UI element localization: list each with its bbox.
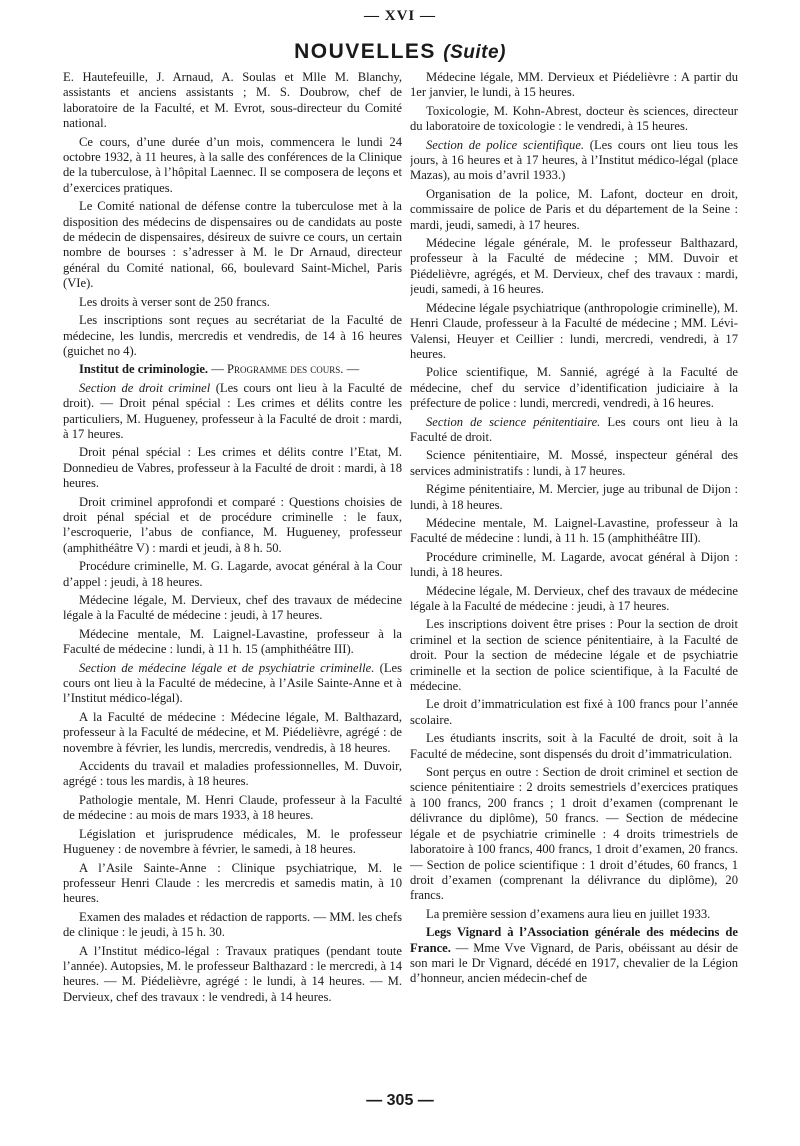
- paragraph: [63, 759, 402, 790]
- paragraph-text: Les cours ont lieu à la Faculté de droit.: [410, 414, 738, 444]
- paragraph: [410, 415, 738, 446]
- paragraph: [63, 70, 402, 132]
- paragraph-text: Médecine légale, M. Dervieux, chef des travaux de médecine légale à la Faculté de médecine : jeudi, à 17 heures.: [410, 583, 738, 613]
- paragraph: [410, 365, 738, 411]
- paragraph: [410, 550, 738, 581]
- paragraph: [63, 910, 402, 941]
- paragraph-text: Médecine légale générale, M. le professeur Balthazard, professeur à la Faculté de médecine ; MM. Duvoir et Piédelièvre, agrégés, et M. Dervieux, chef des travaux : mardi, jeudi, samedi, à 16 heures.: [410, 236, 738, 297]
- paragraph: [410, 925, 738, 987]
- paragraph: [63, 793, 402, 824]
- paragraph-text: Sont perçus en outre : Section de droit criminel et section de science pénitentiaire : 2 droits semestriels d’exercices pratiques à 100 francs, 200 francs ; 1 droit d’examen (comprenant le délivrance du diplôme), 50 francs. — Section de médecine légale et de psychiatrie criminelle : 4 droits trimestriels de laboratoire à 100 francs, 400 francs, 1 droit d’examen, 20 francs. — Section de police scientifique : 1 droit d’études, 60 francs, 1 droit d’examen (comprenant la délivrance du diplôme), 20 francs.: [410, 765, 738, 903]
- paragraph-text: (Les cours ont lieu à la Faculté de droit). — Droit pénal spécial : Les crimes et délits contre les particuliers, M. Hugueney, professeur à la Faculté de droit : mardi, à 17 heures.: [63, 380, 402, 441]
- paragraph-text: Les inscriptions sont reçues au secrétariat de la Faculté de médecine, les lundis, mercredis et vendredis, de 14 à 16 heures (guichet no 4).: [63, 313, 402, 358]
- section-title: Section de science pénitentiaire.: [426, 414, 601, 429]
- paragraph: [410, 70, 738, 101]
- paragraph: [63, 445, 402, 491]
- paragraph-text: Médecine mentale, M. Laignel-Lavastine, professeur à la Faculté de médecine : lundi, à 11 h. 15 (amphithéâtre III).: [63, 626, 402, 657]
- paragraph: [63, 295, 402, 310]
- paragraph: [410, 236, 738, 298]
- paragraph-text: Droit criminel approfondi et comparé : Questions choisies de droit pénal spécial et de procédure criminelle : le faux, l’escroquerie, l’abus de confiance, M. Hugueney, professeur (amphithéâtre V) : mardi et jeudi, à 8 h. 50.: [63, 494, 402, 555]
- paragraph-text: Médecine légale, M. Dervieux, chef des travaux de médecine légale à la Faculté de médecine : jeudi, à 17 heures.: [63, 593, 402, 623]
- paragraph-lead-smallcaps: — Programme des cours.: [208, 362, 344, 377]
- paragraph: [63, 861, 402, 907]
- paragraph: [63, 593, 402, 624]
- paragraph-text: (Les cours ont lieu tous les jours, à 16 heures et à 17 heures, à l’Institut médico-légal (place Mazas), au mois d’avril 1933.): [410, 137, 738, 183]
- paragraph: [410, 104, 738, 135]
- right-column: [410, 70, 738, 1090]
- left-column: [63, 70, 402, 1090]
- paragraph-text: Droit pénal spécial : Les crimes et délits contre l’Etat, M. Donnedieu de Vabres, professeur à la Faculté de droit : mardi, à 18 heures.: [63, 445, 402, 491]
- paragraph-text: —: [343, 362, 360, 377]
- paragraph-text: Législation et jurisprudence médicales, M. le professeur Hugueney : de novembre à février, le samedi, à 18 heures.: [63, 826, 402, 857]
- paragraph-text: La première session d’examens aura lieu en juillet 1933.: [426, 906, 711, 921]
- paragraph-text: Les droits à verser sont de 250 francs.: [79, 294, 270, 309]
- paragraph-text: Le droit d’immatriculation est fixé à 100 francs pour l’année scolaire.: [410, 697, 738, 727]
- paragraph: [410, 482, 738, 513]
- paragraph: [410, 187, 738, 233]
- paragraph-text: Pathologie mentale, M. Henri Claude, professeur à la Faculté de médecine : au mois de mars 1933, à 18 heures.: [63, 792, 402, 823]
- paragraph-text: Police scientifique, M. Sannié, agrégé à la Faculté de médecine, chef du service d’identification judiciaire à la préfecture de police : lundi, mercredi, vendredi, à 16 heures.: [410, 365, 738, 411]
- paragraph-text: (Les cours ont lieu à la Faculté de médecine, à l’Asile Sainte-Anne et à l’Institut médico-légal).: [63, 660, 402, 706]
- paragraph: [410, 697, 738, 728]
- paragraph-text: Médecine mentale, M. Laignel-Lavastine, professeur à la Faculté de médecine : lundi, à 11 h. 15 (amphithéâtre III).: [410, 515, 738, 546]
- paragraph-text: A la Faculté de médecine : Médecine légale, M. Balthazard, professeur à la Faculté de médecine, et M. Piédelièvre, agrégé : de novembre à février, les lundis, mercredis, vendredis, à 18 heures.: [63, 709, 402, 755]
- section-title: Section de droit criminel: [79, 380, 211, 395]
- section-title: Section de police scientifique.: [426, 137, 585, 152]
- paragraph-text: Procédure criminelle, M. Lagarde, avocat général à Dijon : lundi, à 18 heures.: [410, 549, 738, 580]
- page-roman-numeral: — XVI —: [363, 8, 436, 24]
- paragraph-text: Les étudiants inscrits, soit à la Faculté de droit, soit à la Faculté de médecine, sont dispensés du droit d’immatriculation.: [410, 731, 738, 761]
- paragraph-text: Accidents du travail et maladies professionnelles, M. Duvoir, agrégé : tous les mardis, à 18 heures.: [63, 759, 402, 789]
- paragraph-text: Régime pénitentiaire, M. Mercier, juge au tribunal de Dijon : lundi, à 18 heures.: [410, 482, 738, 512]
- paragraph: [410, 584, 738, 615]
- page-title: [0, 40, 800, 64]
- paragraph-text: Procédure criminelle, M. G. Lagarde, avocat général à la Cour d’appel : jeudi, à 18 heures.: [63, 559, 402, 589]
- page-number: — 305 —: [366, 1092, 434, 1109]
- paragraph: [410, 516, 738, 547]
- paragraph: [63, 661, 402, 707]
- paragraph-text: Le Comité national de défense contre la tuberculose met à la disposition des médecins de dispensaires ou de candidats au poste de médecin de dispensaires, désireux de suivre ce cours, un certain nombre de bourses : s’adresser à M. le Dr Arnaud, directeur général du Comité national, 66, boulevard Saint-Michel, Paris (VIe).: [63, 199, 402, 291]
- paragraph-text: Examen des malades et rédaction de rapports. — MM. les chefs de clinique : le jeudi, à 15 h. 30.: [63, 909, 402, 940]
- paragraph: [63, 627, 402, 658]
- paragraph: [63, 710, 402, 756]
- paragraph: [410, 765, 738, 904]
- title-text: NOUVELLES: [294, 40, 436, 63]
- paragraph-text: Organisation de la police, M. Lafont, docteur en droit, commissaire de police de Paris et du département de la Seine : mardi, jeudi, samedi, à 17 heures.: [410, 186, 738, 232]
- paragraph: [63, 495, 402, 557]
- paragraph-lead-bold: Legs Vignard à l’Association générale des médecins de France.: [410, 925, 738, 955]
- paragraph: [63, 559, 402, 590]
- paragraph: [410, 448, 738, 479]
- paragraph-text: Science pénitentiaire, M. Mossé, inspecteur général des services administratifs : lundi, à 17 heures.: [410, 448, 738, 478]
- paragraph: [410, 907, 738, 922]
- title-suffix: (Suite): [443, 42, 506, 63]
- paragraph: [63, 944, 402, 1006]
- paragraph: [410, 731, 738, 762]
- paragraph-text: Toxicologie, M. Kohn-Abrest, docteur ès sciences, directeur du laboratoire de toxicologie : le vendredi, à 15 heures.: [410, 103, 738, 134]
- section-title: Section de médecine légale et de psychiatrie criminelle.: [79, 660, 375, 675]
- paragraph: [63, 827, 402, 858]
- paragraph-text: A l’Asile Sainte-Anne : Clinique psychiatrique, M. le professeur Henri Claude : les mercredis et samedis matin, à 10 heures.: [63, 860, 402, 906]
- paragraph: [63, 135, 402, 197]
- paragraph: [410, 301, 738, 363]
- paragraph: [63, 381, 402, 443]
- paragraph-text: E. Hautefeuille, J. Arnaud, A. Soulas et Mlle M. Blanchy, assistants et anciens assistants ; M. S. Doubrow, chef de laboratoire de la Faculté, et M. Evrot, sous-directeur du Comité national.: [63, 70, 402, 131]
- paragraph-text: A l’Institut médico-légal : Travaux pratiques (pendant toute l’année). Autopsies, M. le professeur Balthazard : le mercredi, à 14 heures. — M. Piédelièvre, agrégé : le lundi, à 14 heures. — M. Dervieux, chef des travaux : le vendredi, à 14 heures.: [63, 943, 402, 1004]
- paragraph: [63, 313, 402, 359]
- paragraph: [410, 138, 738, 184]
- paragraph-text: Médecine légale, MM. Dervieux et Piédelièvre : A partir du 1er janvier, le lundi, à 15 heures.: [410, 70, 738, 100]
- paragraph: [410, 617, 738, 694]
- paragraph-text: Les inscriptions doivent être prises : Pour la section de droit criminel et la section de science pénitentiaire, à la Faculté de droit. Pour la section de médecine légale et de psychiatrie criminelle et la section de police scientifique, à la Faculté de médecine.: [410, 617, 738, 694]
- paragraph-lead-bold: Institut de criminologie.: [79, 362, 209, 377]
- paragraph: [63, 199, 402, 291]
- paragraph-text: Ce cours, d’une durée d’un mois, commencera le lundi 24 octobre 1932, à 11 heures, à la salle des conférences de la Clinique de la tuberculose, à l’hôpital Laennec. Il se composera de leçons et d’exercices pratiques.: [63, 134, 402, 195]
- paragraph-text: Médecine légale psychiatrique (anthropologie criminelle), M. Henri Claude, professeur à la Faculté de médecine ; MM. Lévi-Valensi, Heuyer et Ceillier : lundi, mercredi, vendredi, à 17 heures.: [410, 300, 738, 361]
- paragraph: [63, 362, 402, 377]
- paragraph-text: — Mme Vve Vignard, de Paris, obéissant au désir de son mari le Dr Vignard, décédé en 1917, chevalier de la Légion d’honneur, ancien médecin-chef de: [410, 940, 738, 986]
